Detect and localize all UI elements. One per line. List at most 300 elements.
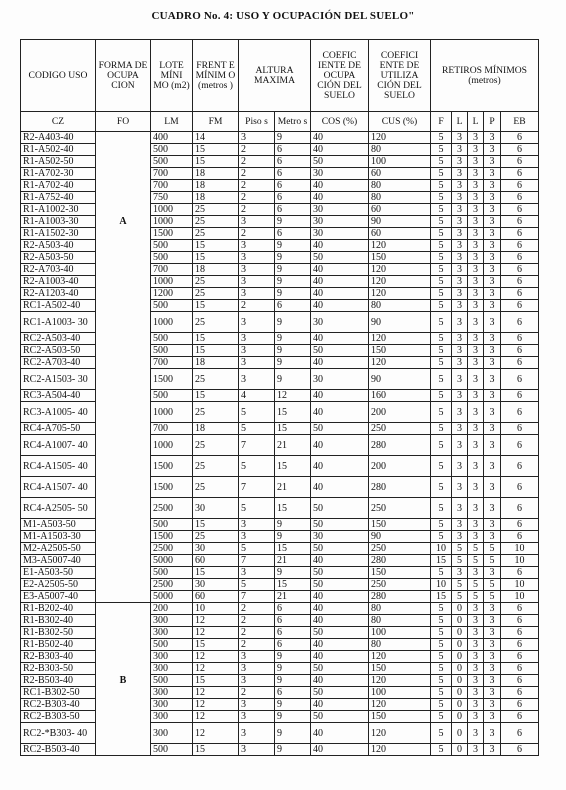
- cell-cus: 120: [369, 723, 431, 744]
- cell-p: 3: [484, 252, 501, 264]
- cell-codigo: RC4-A1007- 40: [21, 435, 96, 456]
- cell-metros: 6: [275, 228, 311, 240]
- cell-f: 10: [431, 579, 452, 591]
- cell-codigo: R1-B202-40: [21, 603, 96, 615]
- cell-p: 3: [484, 603, 501, 615]
- cell-forma: A: [96, 216, 151, 228]
- header-codigo: CODIGO USO: [21, 40, 96, 112]
- cell-cus: 200: [369, 402, 431, 423]
- cell-f: 5: [431, 216, 452, 228]
- cell-frente: 12: [193, 663, 239, 675]
- cell-metros: 9: [275, 312, 311, 333]
- cell-cos: 40: [311, 744, 369, 756]
- table-row: [21, 264, 539, 276]
- cell-lote: 500: [151, 390, 193, 402]
- table-row: [21, 651, 539, 663]
- cell-lote: 500: [151, 519, 193, 531]
- cell-lote: 500: [151, 675, 193, 687]
- cell-lote: 5000: [151, 555, 193, 567]
- cell-frente: 15: [193, 345, 239, 357]
- cell-codigo: M2-A2505-50: [21, 543, 96, 555]
- cell-cos: 50: [311, 579, 369, 591]
- cell-codigo: R1-A1002-30: [21, 204, 96, 216]
- cell-cos: 50: [311, 519, 369, 531]
- cell-frente: 15: [193, 390, 239, 402]
- cell-codigo: R2-A703-40: [21, 264, 96, 276]
- cell-cus: 250: [369, 498, 431, 519]
- cell-forma: [96, 615, 151, 627]
- cell-p: 3: [484, 477, 501, 498]
- cell-f: 5: [431, 264, 452, 276]
- cell-codigo: RC4-A705-50: [21, 423, 96, 435]
- cell-frente: 15: [193, 144, 239, 156]
- cell-cos: 40: [311, 264, 369, 276]
- cell-eb: 6: [501, 192, 539, 204]
- cell-f: 5: [431, 168, 452, 180]
- cell-cos: 50: [311, 567, 369, 579]
- cell-cus: 160: [369, 390, 431, 402]
- cell-forma: [96, 288, 151, 300]
- cell-pisos: 3: [239, 699, 275, 711]
- cell-frente: 18: [193, 264, 239, 276]
- cell-metros: 15: [275, 402, 311, 423]
- cell-l2: 3: [468, 651, 484, 663]
- header-lote: LOTE MÍNI MO (m2): [151, 40, 193, 112]
- cell-p: 3: [484, 132, 501, 144]
- table-row: [21, 228, 539, 240]
- cell-p: 3: [484, 156, 501, 168]
- cell-frente: 18: [193, 168, 239, 180]
- cell-lote: 2500: [151, 579, 193, 591]
- cell-p: 3: [484, 567, 501, 579]
- cell-codigo: RC2-A503-40: [21, 333, 96, 345]
- cell-l1: 3: [452, 156, 468, 168]
- cell-forma: [96, 579, 151, 591]
- cell-frente: 12: [193, 627, 239, 639]
- subheader-row: [21, 112, 539, 132]
- cell-frente: 25: [193, 456, 239, 477]
- cell-p: 3: [484, 180, 501, 192]
- cell-l2: 3: [468, 423, 484, 435]
- cell-lote: 1000: [151, 204, 193, 216]
- cell-forma: [96, 312, 151, 333]
- cell-l2: 3: [468, 627, 484, 639]
- cell-metros: 9: [275, 288, 311, 300]
- cell-cus: 280: [369, 555, 431, 567]
- cell-f: 5: [431, 531, 452, 543]
- cell-metros: 6: [275, 603, 311, 615]
- sub-fo: FO: [96, 112, 151, 132]
- cell-l1: 3: [452, 390, 468, 402]
- cell-cus: 120: [369, 357, 431, 369]
- cell-cos: 50: [311, 252, 369, 264]
- cell-cus: 100: [369, 156, 431, 168]
- cell-frente: 60: [193, 555, 239, 567]
- cell-l1: 0: [452, 639, 468, 651]
- table-row: [21, 345, 539, 357]
- cell-metros: 15: [275, 579, 311, 591]
- cell-codigo: RC2-*B303- 40: [21, 723, 96, 744]
- cell-l1: 3: [452, 567, 468, 579]
- cell-lote: 1500: [151, 456, 193, 477]
- cell-pisos: 2: [239, 627, 275, 639]
- cell-f: 5: [431, 300, 452, 312]
- cell-forma: [96, 264, 151, 276]
- cell-f: 5: [431, 519, 452, 531]
- cell-cos: 40: [311, 723, 369, 744]
- cell-p: 3: [484, 357, 501, 369]
- cell-lote: 400: [151, 132, 193, 144]
- cell-lote: 1500: [151, 477, 193, 498]
- cell-cos: 30: [311, 168, 369, 180]
- cell-forma: [96, 639, 151, 651]
- cell-eb: 6: [501, 345, 539, 357]
- cell-eb: 6: [501, 456, 539, 477]
- cell-cus: 120: [369, 240, 431, 252]
- table-row: [21, 204, 539, 216]
- cell-pisos: 3: [239, 276, 275, 288]
- cell-pisos: 3: [239, 711, 275, 723]
- cell-metros: 6: [275, 156, 311, 168]
- table-row: [21, 252, 539, 264]
- cell-lote: 300: [151, 663, 193, 675]
- sub-cos: COS (%): [311, 112, 369, 132]
- cell-cus: 150: [369, 663, 431, 675]
- cell-cos: 40: [311, 402, 369, 423]
- cell-l1: 3: [452, 168, 468, 180]
- cell-l1: 3: [452, 519, 468, 531]
- table-row: [21, 240, 539, 252]
- cell-metros: 9: [275, 132, 311, 144]
- cell-codigo: RC4-A1505- 40: [21, 456, 96, 477]
- cell-cos: 30: [311, 312, 369, 333]
- cell-codigo: RC2-B303-50: [21, 711, 96, 723]
- cell-pisos: 2: [239, 204, 275, 216]
- cell-cos: 40: [311, 639, 369, 651]
- cell-forma: [96, 555, 151, 567]
- cell-l2: 3: [468, 252, 484, 264]
- cell-l1: 0: [452, 675, 468, 687]
- table-row: [21, 699, 539, 711]
- cell-p: 3: [484, 723, 501, 744]
- cell-frente: 14: [193, 132, 239, 144]
- cell-frente: 12: [193, 687, 239, 699]
- header-frente: FRENT E MÍNIM O (metros ): [193, 40, 239, 112]
- cell-f: 10: [431, 543, 452, 555]
- cell-codigo: R1-B302-40: [21, 615, 96, 627]
- cell-p: 3: [484, 228, 501, 240]
- cell-p: 3: [484, 276, 501, 288]
- cell-cus: 80: [369, 615, 431, 627]
- cell-l1: 5: [452, 579, 468, 591]
- cell-f: 5: [431, 156, 452, 168]
- cell-pisos: 5: [239, 543, 275, 555]
- cell-l2: 3: [468, 228, 484, 240]
- cell-codigo: R2-B303-40: [21, 651, 96, 663]
- cell-forma: [96, 228, 151, 240]
- cell-lote: 1000: [151, 216, 193, 228]
- table-row: [21, 498, 539, 519]
- cell-lote: 500: [151, 567, 193, 579]
- cell-l2: 3: [468, 132, 484, 144]
- cell-eb: 6: [501, 651, 539, 663]
- cell-codigo: RC2-A1503- 30: [21, 369, 96, 390]
- cell-cos: 50: [311, 345, 369, 357]
- cell-eb: 10: [501, 591, 539, 603]
- cell-metros: 9: [275, 369, 311, 390]
- cell-metros: 15: [275, 456, 311, 477]
- cell-l2: 3: [468, 276, 484, 288]
- cell-frente: 15: [193, 639, 239, 651]
- cell-eb: 6: [501, 390, 539, 402]
- cell-p: 3: [484, 402, 501, 423]
- cell-l2: 3: [468, 144, 484, 156]
- cell-forma: [96, 567, 151, 579]
- cell-codigo: RC2-A703-40: [21, 357, 96, 369]
- cell-forma: [96, 240, 151, 252]
- cell-cos: 50: [311, 663, 369, 675]
- cell-lote: 1000: [151, 435, 193, 456]
- header-cos: COEFIC IENTE DE OCUPA CIÓN DEL SUELO: [311, 40, 369, 112]
- cell-pisos: 3: [239, 723, 275, 744]
- cell-l2: 3: [468, 300, 484, 312]
- cell-p: 3: [484, 312, 501, 333]
- cell-pisos: 3: [239, 264, 275, 276]
- cell-l2: 3: [468, 333, 484, 345]
- cell-p: 3: [484, 531, 501, 543]
- cell-cus: 60: [369, 228, 431, 240]
- cell-pisos: 3: [239, 567, 275, 579]
- cell-lote: 1000: [151, 312, 193, 333]
- cell-l1: 3: [452, 144, 468, 156]
- cell-metros: 9: [275, 252, 311, 264]
- cell-forma: [96, 144, 151, 156]
- cell-eb: 6: [501, 627, 539, 639]
- cell-p: 3: [484, 711, 501, 723]
- cell-p: 3: [484, 699, 501, 711]
- cell-pisos: 3: [239, 369, 275, 390]
- cell-eb: 6: [501, 402, 539, 423]
- cell-cos: 30: [311, 204, 369, 216]
- cell-frente: 25: [193, 204, 239, 216]
- cell-pisos: 3: [239, 651, 275, 663]
- cell-l2: 3: [468, 216, 484, 228]
- cell-f: 5: [431, 477, 452, 498]
- cell-lote: 700: [151, 264, 193, 276]
- cell-f: 5: [431, 663, 452, 675]
- cell-f: 5: [431, 204, 452, 216]
- cell-cos: 50: [311, 156, 369, 168]
- cell-frente: 15: [193, 240, 239, 252]
- cell-l1: 3: [452, 288, 468, 300]
- cell-metros: 9: [275, 333, 311, 345]
- table-row: [21, 288, 539, 300]
- cell-forma: [96, 168, 151, 180]
- cell-cos: 40: [311, 555, 369, 567]
- cell-frente: 15: [193, 519, 239, 531]
- cell-frente: 12: [193, 699, 239, 711]
- cell-pisos: 5: [239, 423, 275, 435]
- cell-forma: [96, 498, 151, 519]
- table-row: [21, 519, 539, 531]
- cell-f: 5: [431, 357, 452, 369]
- cell-pisos: 3: [239, 312, 275, 333]
- cell-eb: 6: [501, 288, 539, 300]
- cell-pisos: 3: [239, 240, 275, 252]
- cell-pisos: 7: [239, 435, 275, 456]
- cell-f: 5: [431, 675, 452, 687]
- cell-f: 5: [431, 333, 452, 345]
- cell-codigo: R1-A502-40: [21, 144, 96, 156]
- cell-frente: 10: [193, 603, 239, 615]
- cell-cus: 120: [369, 744, 431, 756]
- cell-eb: 6: [501, 423, 539, 435]
- cell-cos: 40: [311, 651, 369, 663]
- cell-frente: 12: [193, 723, 239, 744]
- cell-codigo: R2-A403-40: [21, 132, 96, 144]
- cell-frente: 15: [193, 675, 239, 687]
- cell-l2: 3: [468, 615, 484, 627]
- cell-lote: 300: [151, 651, 193, 663]
- cell-l2: 3: [468, 288, 484, 300]
- cell-l1: 0: [452, 663, 468, 675]
- cell-cus: 120: [369, 675, 431, 687]
- cell-pisos: 2: [239, 687, 275, 699]
- cell-pisos: 7: [239, 591, 275, 603]
- cell-frente: 15: [193, 567, 239, 579]
- cell-l2: 5: [468, 591, 484, 603]
- cell-frente: 25: [193, 228, 239, 240]
- cell-lote: 1500: [151, 369, 193, 390]
- cell-codigo: R1-A502-50: [21, 156, 96, 168]
- cell-eb: 6: [501, 699, 539, 711]
- cell-eb: 6: [501, 744, 539, 756]
- cell-cos: 40: [311, 144, 369, 156]
- cell-lote: 500: [151, 156, 193, 168]
- cell-codigo: R1-A1502-30: [21, 228, 96, 240]
- cell-eb: 6: [501, 156, 539, 168]
- table-row: [21, 402, 539, 423]
- cell-cus: 150: [369, 252, 431, 264]
- cell-l2: 3: [468, 699, 484, 711]
- cell-l2: 3: [468, 477, 484, 498]
- cell-pisos: 4: [239, 390, 275, 402]
- cell-l2: 3: [468, 345, 484, 357]
- cell-l2: 3: [468, 498, 484, 519]
- cell-l2: 3: [468, 204, 484, 216]
- cell-eb: 6: [501, 531, 539, 543]
- table-row: [21, 675, 539, 687]
- table-row: [21, 456, 539, 477]
- cell-codigo: RC1-A1003- 30: [21, 312, 96, 333]
- cell-pisos: 5: [239, 456, 275, 477]
- table-row: [21, 216, 539, 228]
- cell-eb: 6: [501, 477, 539, 498]
- cell-f: 15: [431, 555, 452, 567]
- cell-pisos: 3: [239, 519, 275, 531]
- cell-forma: [96, 357, 151, 369]
- cell-l1: 3: [452, 423, 468, 435]
- cell-forma: [96, 300, 151, 312]
- cell-lote: 2500: [151, 543, 193, 555]
- cell-cus: 80: [369, 639, 431, 651]
- cell-lote: 1000: [151, 276, 193, 288]
- cell-metros: 15: [275, 423, 311, 435]
- cell-frente: 25: [193, 531, 239, 543]
- cell-f: 5: [431, 312, 452, 333]
- cell-cos: 50: [311, 627, 369, 639]
- cell-forma: [96, 603, 151, 615]
- cell-forma: [96, 519, 151, 531]
- cell-l1: 5: [452, 543, 468, 555]
- cell-codigo: E1-A503-50: [21, 567, 96, 579]
- table-row: [21, 711, 539, 723]
- cell-f: 5: [431, 567, 452, 579]
- cell-forma: [96, 333, 151, 345]
- cell-frente: 15: [193, 252, 239, 264]
- cell-eb: 6: [501, 723, 539, 744]
- cell-pisos: 2: [239, 228, 275, 240]
- cell-metros: 6: [275, 627, 311, 639]
- cell-p: 3: [484, 168, 501, 180]
- cell-l1: 5: [452, 555, 468, 567]
- cell-cus: 120: [369, 333, 431, 345]
- cell-l2: 3: [468, 711, 484, 723]
- cell-cos: 40: [311, 456, 369, 477]
- cell-l1: 3: [452, 477, 468, 498]
- cell-f: 15: [431, 591, 452, 603]
- cell-metros: 9: [275, 357, 311, 369]
- cell-metros: 9: [275, 567, 311, 579]
- cell-pisos: 5: [239, 579, 275, 591]
- cell-eb: 6: [501, 204, 539, 216]
- cell-l1: 3: [452, 204, 468, 216]
- cell-cos: 30: [311, 228, 369, 240]
- cell-l1: 0: [452, 651, 468, 663]
- cell-f: 5: [431, 132, 452, 144]
- cell-f: 5: [431, 240, 452, 252]
- sub-p: P: [484, 112, 501, 132]
- cell-p: 3: [484, 498, 501, 519]
- cell-eb: 6: [501, 687, 539, 699]
- cell-l1: 3: [452, 312, 468, 333]
- cell-frente: 15: [193, 333, 239, 345]
- cell-l1: 3: [452, 435, 468, 456]
- table-row: [21, 555, 539, 567]
- cell-forma: [96, 477, 151, 498]
- cell-frente: 25: [193, 312, 239, 333]
- header-retiros: RETIROS MÍNIMOS (metros): [431, 40, 539, 112]
- cell-l2: 3: [468, 192, 484, 204]
- cell-l1: 0: [452, 711, 468, 723]
- cell-cos: 40: [311, 603, 369, 615]
- cell-cos: 40: [311, 591, 369, 603]
- cell-forma: [96, 591, 151, 603]
- cell-l2: 3: [468, 435, 484, 456]
- cell-l1: 3: [452, 252, 468, 264]
- cell-pisos: 7: [239, 477, 275, 498]
- cell-lote: 500: [151, 333, 193, 345]
- cell-cos: 50: [311, 498, 369, 519]
- cell-pisos: 2: [239, 144, 275, 156]
- cell-eb: 6: [501, 144, 539, 156]
- cell-cos: 40: [311, 333, 369, 345]
- cell-pisos: 2: [239, 639, 275, 651]
- cell-metros: 12: [275, 390, 311, 402]
- cell-codigo: R1-A752-40: [21, 192, 96, 204]
- cell-metros: 9: [275, 711, 311, 723]
- table-row: [21, 723, 539, 744]
